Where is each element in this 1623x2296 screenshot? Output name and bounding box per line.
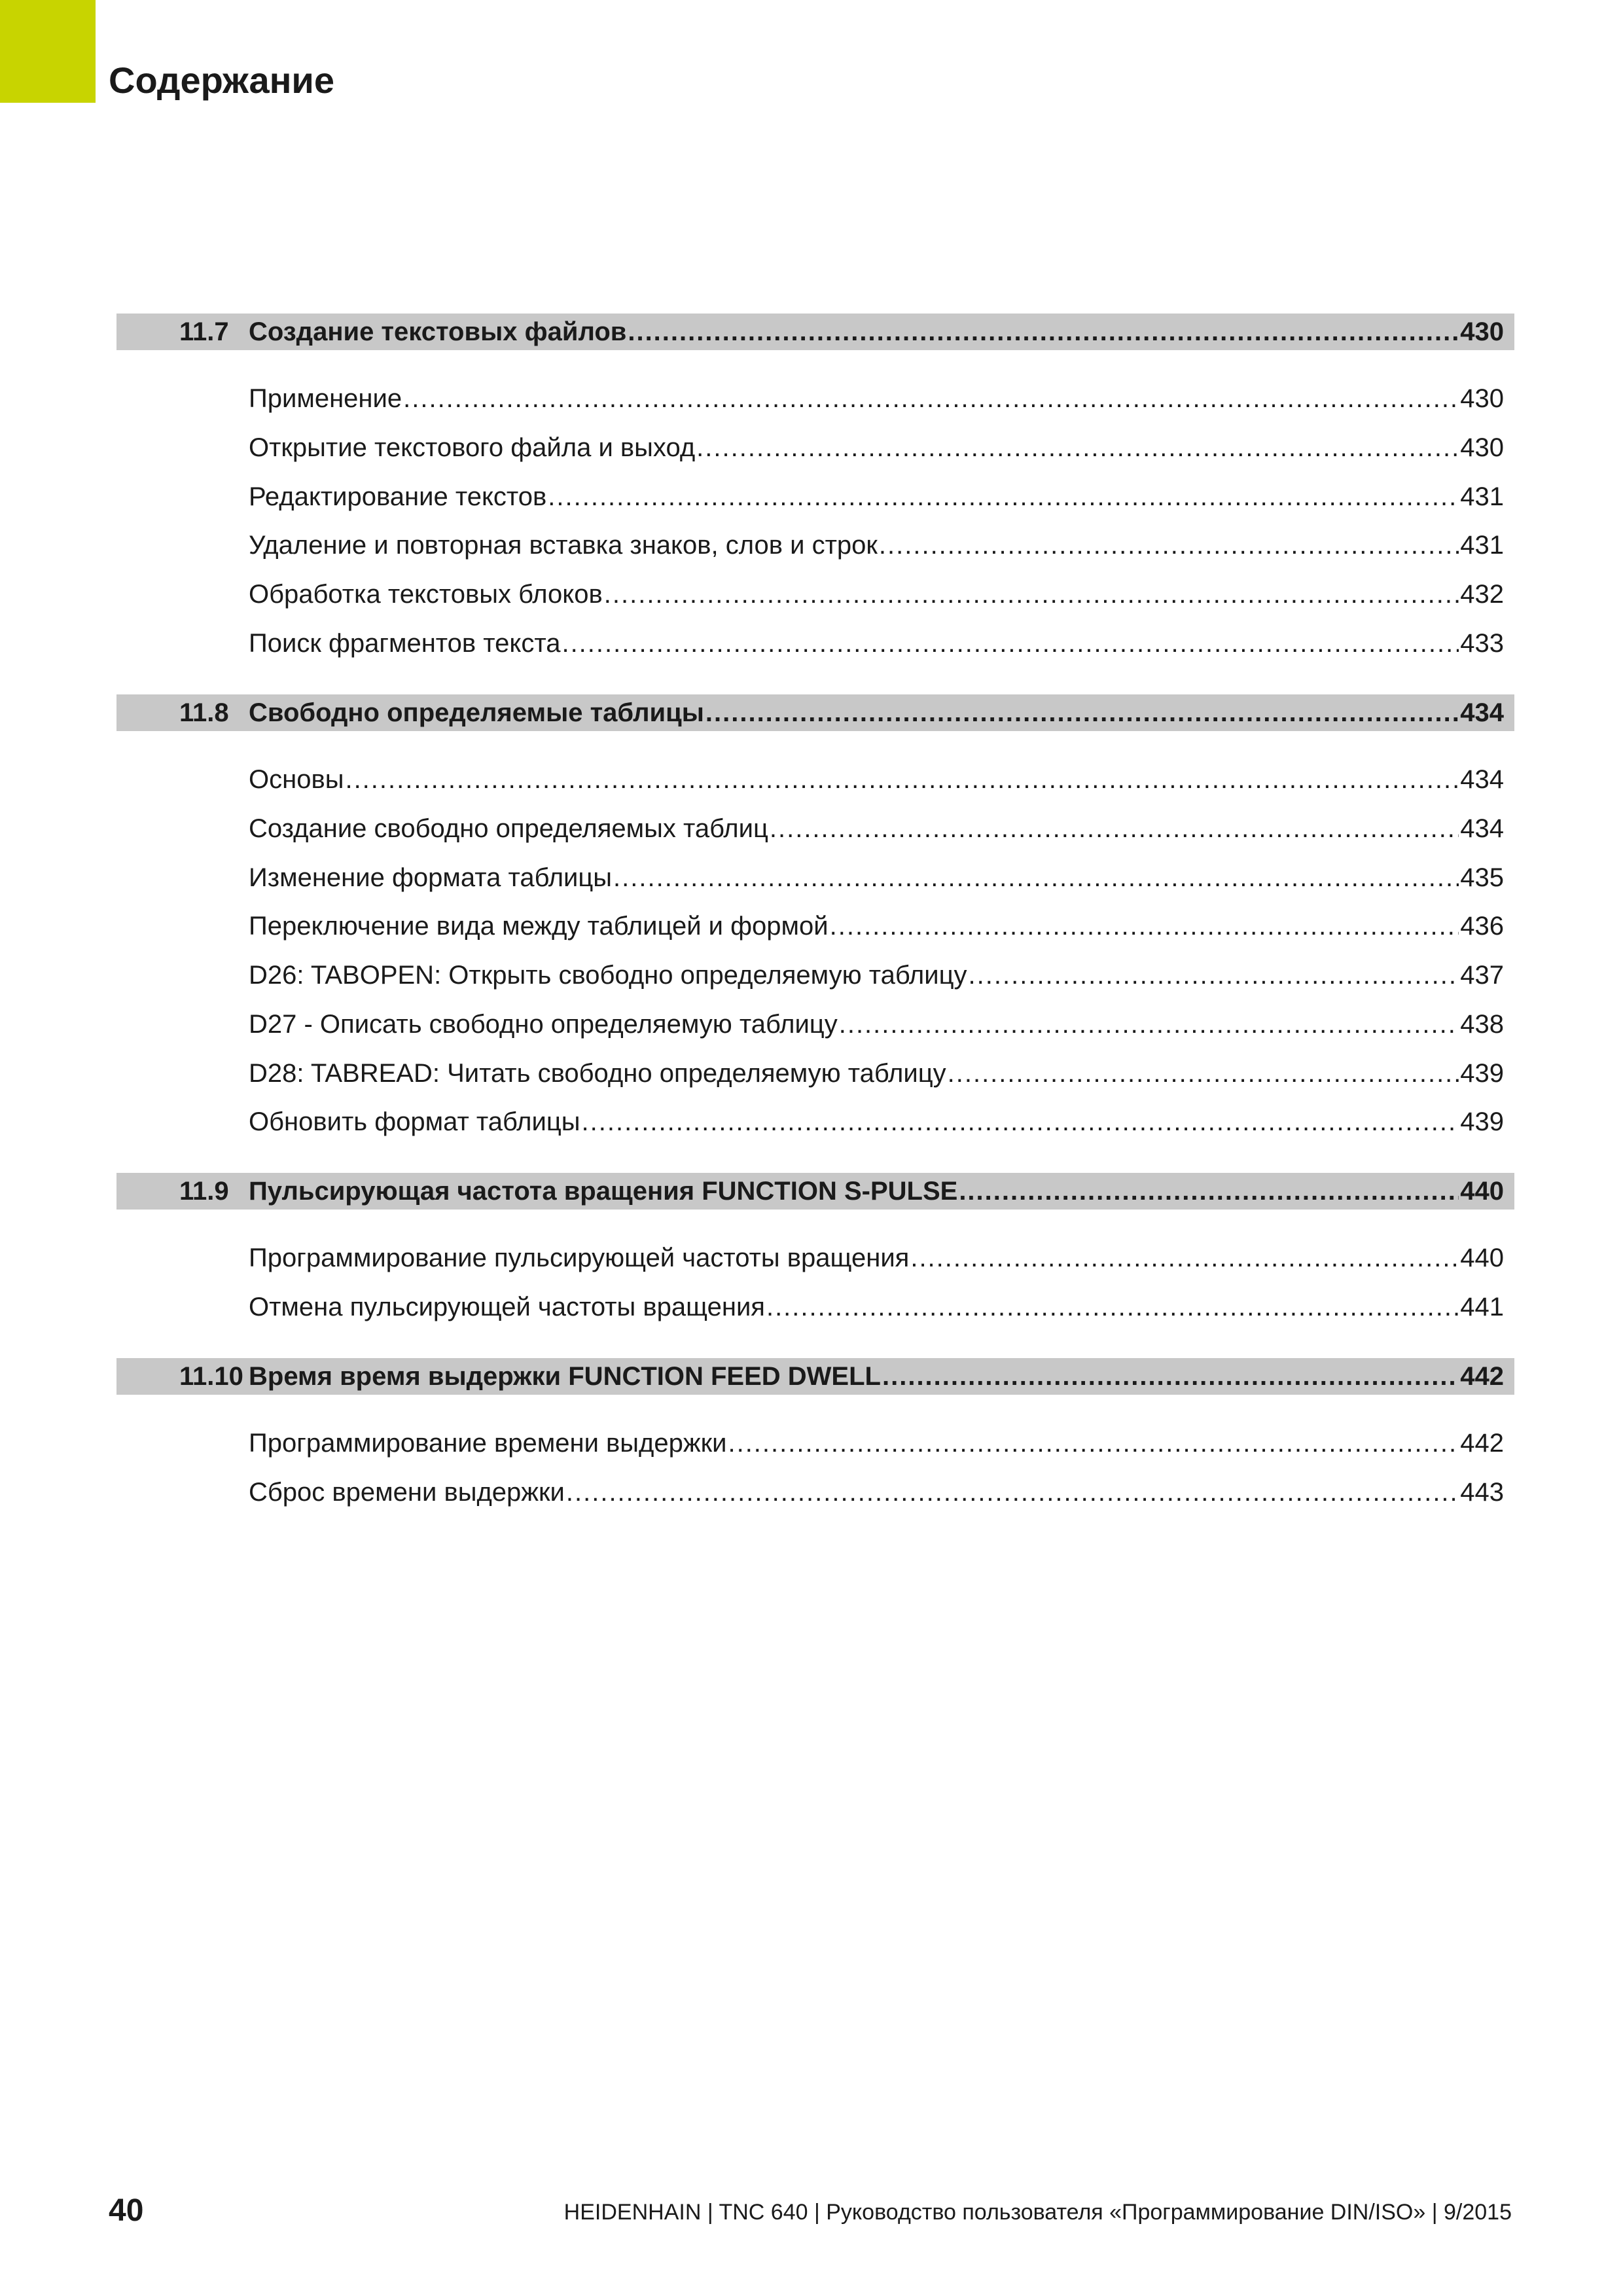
footer-publication-info: HEIDENHAIN | TNC 640 | Руководство пользователя «Программирование DIN/ISO» | 9/2015 — [563, 2200, 1512, 2225]
toc-entry[interactable] — [249, 576, 1504, 613]
dot-leader — [705, 698, 1459, 728]
dot-leader — [548, 478, 1459, 515]
toc-entry[interactable] — [249, 1289, 1504, 1325]
entry-page-number: 440 — [1460, 1244, 1504, 1272]
dot-leader — [403, 380, 1459, 417]
dot-leader — [696, 429, 1459, 466]
entry-page-number: 436 — [1460, 912, 1504, 941]
section-title: Пульсирующая частота вращения FUNCTION S-PULSE — [249, 1176, 958, 1206]
toc-entry[interactable] — [249, 859, 1504, 896]
toc-entry[interactable] — [249, 429, 1504, 466]
toc-entry[interactable] — [249, 625, 1504, 662]
entry-label: Удаление и повторная вставка знаков, слов и строк — [249, 531, 878, 560]
entry-label: Изменение формата таблицы — [249, 863, 613, 892]
entry-label: Отмена пульсирующей частоты вращения — [249, 1293, 765, 1321]
toc-section-11-10[interactable] — [116, 1358, 1514, 1395]
entry-page-number: 439 — [1460, 1107, 1504, 1136]
dot-leader — [566, 1474, 1459, 1511]
dot-leader — [959, 1177, 1459, 1206]
entry-page-number: 438 — [1460, 1010, 1504, 1039]
entry-page-number: 431 — [1460, 482, 1504, 511]
entry-page-number: 439 — [1460, 1059, 1504, 1088]
entry-label: Применение — [249, 384, 402, 413]
section-page-number: 440 — [1460, 1176, 1504, 1206]
dot-leader — [910, 1240, 1459, 1276]
dot-leader — [766, 1289, 1459, 1325]
entry-label: D28: TABREAD: Читать свободно определяемую таблицу — [249, 1059, 946, 1088]
entry-label: Создание свободно определяемых таблиц — [249, 814, 768, 843]
toc-entry[interactable] — [249, 1240, 1504, 1276]
section-title: Создание текстовых файлов — [249, 317, 627, 346]
entry-page-number: 431 — [1460, 531, 1504, 560]
section-number: 11.7 — [179, 317, 229, 346]
dot-leader — [562, 625, 1459, 662]
dot-leader — [948, 1055, 1459, 1092]
dot-leader — [830, 908, 1459, 944]
entry-label: Сброс времени выдержки — [249, 1478, 565, 1507]
toc-entry[interactable] — [249, 1055, 1504, 1092]
toc-entry[interactable] — [249, 761, 1504, 798]
section-number: 11.9 — [179, 1176, 229, 1206]
entry-page-number: 435 — [1460, 863, 1504, 892]
entry-label: Программирование пульсирующей частоты вращения — [249, 1244, 910, 1272]
dot-leader — [582, 1103, 1459, 1140]
entry-label: D26: TABOPEN: Открыть свободно определяемую таблицу — [249, 961, 967, 990]
toc-entry[interactable] — [249, 478, 1504, 515]
dot-leader — [728, 1425, 1459, 1462]
dot-leader — [604, 576, 1459, 613]
dot-leader — [879, 527, 1459, 564]
section-title: Свободно определяемые таблицы — [249, 698, 704, 727]
toc-entry[interactable] — [249, 957, 1504, 994]
dot-leader — [770, 810, 1459, 847]
toc-section-11-8[interactable] — [116, 694, 1514, 731]
dot-leader — [882, 1362, 1459, 1391]
entry-page-number: 430 — [1460, 433, 1504, 462]
dot-leader — [345, 761, 1459, 798]
section-page-number: 442 — [1460, 1361, 1504, 1391]
entry-page-number: 433 — [1460, 629, 1504, 658]
section-page-number: 430 — [1460, 317, 1504, 346]
toc-entry[interactable] — [249, 1006, 1504, 1043]
toc-section-11-9[interactable] — [116, 1173, 1514, 1210]
dot-leader — [969, 957, 1459, 994]
entry-label: D27 - Описать свободно определяемую таблицу — [249, 1010, 838, 1039]
section-page-number: 434 — [1460, 698, 1504, 727]
toc-entry[interactable] — [249, 1474, 1504, 1511]
dot-leader — [628, 317, 1459, 347]
toc-entry[interactable] — [249, 908, 1504, 944]
entry-label: Редактирование текстов — [249, 482, 547, 511]
entry-page-number: 437 — [1460, 961, 1504, 990]
entry-page-number: 432 — [1460, 580, 1504, 609]
toc-entry[interactable] — [249, 527, 1504, 564]
entry-label: Поиск фрагментов текста — [249, 629, 561, 658]
toc-entry[interactable] — [249, 380, 1504, 417]
section-number: 11.10 — [179, 1361, 243, 1391]
section-number: 11.8 — [179, 698, 229, 727]
toc-entry[interactable] — [249, 1103, 1504, 1140]
entry-label: Открытие текстового файла и выход — [249, 433, 696, 462]
entry-label: Программирование времени выдержки — [249, 1429, 727, 1458]
footer-page-number: 40 — [109, 2193, 144, 2228]
entry-page-number: 443 — [1460, 1478, 1504, 1507]
toc-entry[interactable] — [249, 1425, 1504, 1462]
section-title: Время время выдержки FUNCTION FEED DWELL — [249, 1361, 881, 1391]
entry-label: Обновить формат таблицы — [249, 1107, 580, 1136]
entry-label: Основы — [249, 765, 344, 794]
entry-page-number: 442 — [1460, 1429, 1504, 1458]
entry-page-number: 434 — [1460, 765, 1504, 794]
entry-label: Переключение вида между таблицей и формой — [249, 912, 829, 941]
entry-label: Обработка текстовых блоков — [249, 580, 603, 609]
entry-page-number: 434 — [1460, 814, 1504, 843]
toc-section-11-7[interactable] — [116, 314, 1514, 350]
entry-page-number: 430 — [1460, 384, 1504, 413]
page-title: Содержание — [109, 60, 334, 101]
toc-entry[interactable] — [249, 810, 1504, 847]
dot-leader — [613, 859, 1459, 896]
entry-page-number: 441 — [1460, 1293, 1504, 1321]
dot-leader — [839, 1006, 1459, 1043]
